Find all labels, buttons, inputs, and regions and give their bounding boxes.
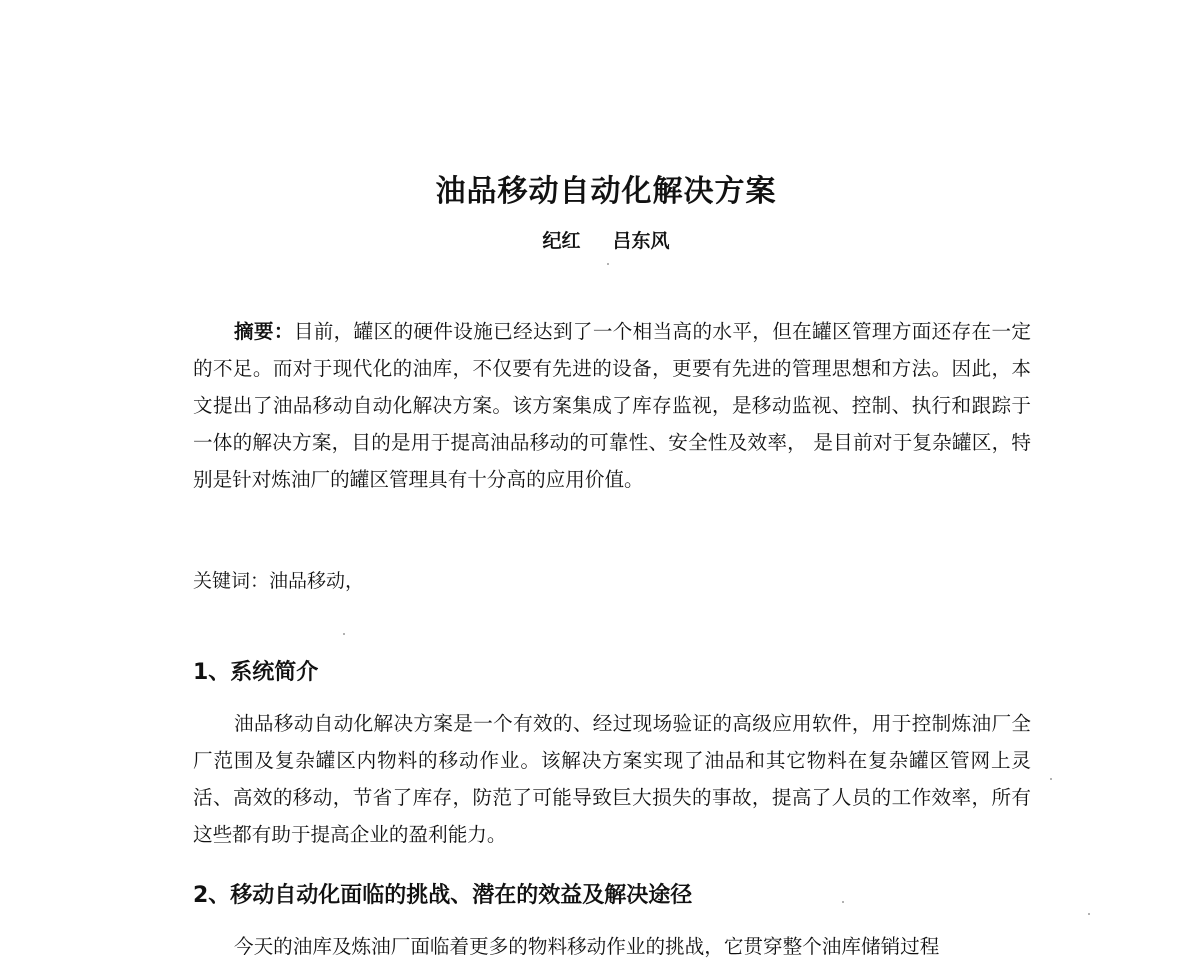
scan-speck	[1050, 778, 1052, 780]
author-name: 吕东风	[612, 230, 670, 252]
author-name: 纪红	[542, 230, 581, 252]
section-heading: 1、系统简介	[193, 660, 319, 685]
paper-title: 油品移动自动化解决方案	[435, 174, 777, 209]
author-list	[0, 226, 1200, 253]
keywords-line: 关键词：油品移动，	[193, 570, 365, 592]
abstract-text: 目前，罐区的硬件设施已经达到了一个相当高的水平，但在罐区管理方面还存在一定的不足。而对于现代化的油库，不仅要有先进的设备，更要有先进的管理思想和方法。因此，本文提出了油品移动自动化解决方案。该方案集成了库存监视，是移动监视、控制、执行和跟踪于一体的解决方案，目的是用于提高油品移动的可靠性、安全性及效率， 是目前对于复杂罐区，特别是针对炼油厂的罐区管理具有十分高的应用价值。	[193, 320, 1032, 491]
abstract-paragraph	[193, 313, 1031, 498]
scan-speck	[1088, 913, 1090, 915]
scan-speck	[842, 901, 844, 903]
section-heading: 2、移动自动化面临的挑战、潜在的效益及解决途径	[193, 883, 693, 908]
section-body: 油品移动自动化解决方案是一个有效的、经过现场验证的高级应用软件，用于控制炼油厂全厂范围及复杂罐区内物料的移动作业。该解决方案实现了油品和其它物料在复杂罐区管网上灵活、高效的移动，节省了库存，防范了可能导致巨大损失的事故，提高了人员的工作效率，所有这些都有助于提高企业的盈利能力。	[193, 712, 1031, 846]
scan-speck	[607, 263, 609, 265]
section-body: 今天的油库及炼油厂面临着更多的物料移动作业的挑战，它贯穿整个油库储销过程	[234, 935, 940, 958]
scan-speck	[343, 633, 345, 635]
abstract-label: 摘要：	[234, 320, 294, 343]
